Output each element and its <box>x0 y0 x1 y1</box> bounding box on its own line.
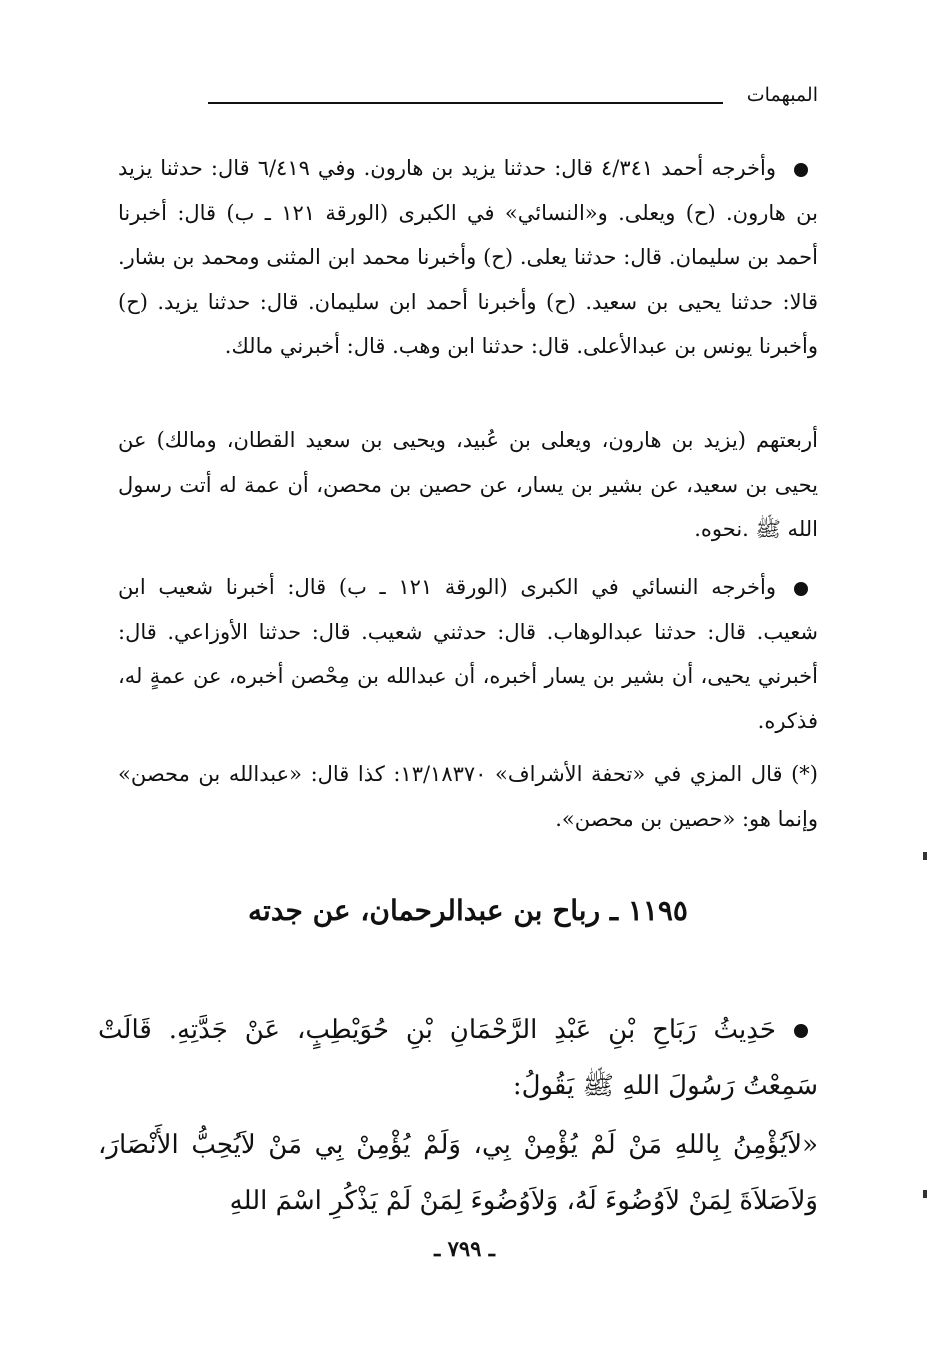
scan-edge-mark <box>923 1190 927 1198</box>
paragraph-note <box>118 752 818 841</box>
paragraph-text: وأخرجه أحمد ٤/٣٤١ قال: حدثنا يزيد بن هارون. وفي ٦/٤١٩ قال: حدثنا يزيد بن هارون. (ح) ويعلى. و«النسائي» في الكبرى (الورقة ١٢١ ـ ب) قال: أخبرنا أحمد بن سليمان. قال: حدثنا يعلى. (ح) وأخبرنا محمد ابن المثنى ومحمد بن بشار. قالا: حدثنا يحيى بن سعيد. (ح) وأخبرنا أحمد ابن سليمان. قال: حدثنا يزيد. (ح) وأخبرنا يونس بن عبدالأعلى. قال: حدثنا ابن وهب. قال: أخبرني مالك. <box>118 156 818 358</box>
paragraph-text: أربعتهم (يزيد بن هارون، ويعلى بن عُبيد، ويحيى بن سعيد القطان، ومالك) عن يحيى بن سعيد، عن بشير بن يسار، عن حصين بن محصن، أن عمة له أتت رسول الله ﷺ .نحوه. <box>118 428 818 541</box>
header-title: المبهمات <box>746 84 818 106</box>
scan-edge-mark <box>923 852 927 860</box>
page-number: ـ ٧٩٩ ـ <box>434 1236 495 1261</box>
paragraph-takhrij-ahmad <box>118 146 818 369</box>
bullet-icon <box>794 163 808 177</box>
bullet-icon <box>794 1024 808 1038</box>
hadith-intro-text: حَدِيثُ رَبَاحِ بْنِ عَبْدِ الرَّحْمَانِ بْنِ حُوَيْطِبٍ، عَنْ جَدَّتِهِ. قَالَتْ سَمِعْتُ رَسُولَ اللهِ ﷺ يَقُولُ: <box>98 1015 818 1101</box>
header-rule <box>208 102 723 104</box>
paragraph-takhrij-nasai <box>118 565 818 743</box>
bullet-icon <box>794 582 808 596</box>
running-header <box>118 84 818 114</box>
paragraph-arbaatuhum <box>118 418 818 552</box>
paragraph-text: وأخرجه النسائي في الكبرى (الورقة ١٢١ ـ ب) قال: أخبرنا شعيب ابن شعيب. قال: حدثنا عبدالوهاب. قال: حدثني شعيب. قال: حدثنا الأوزاعي. قال: أخبرني يحيى، أن بشير بن يسار أخبره، أن عبدالله بن مِحْصن أخبره، عن عمةٍ له، فذكره. <box>118 575 818 733</box>
hadith-text: «لاَيُؤْمِنُ بِاللهِ مَنْ لَمْ يُؤْمِنْ بِي، وَلَمْ يُؤْمِنْ بِي مَنْ لاَيُحِبُّ الأَنْصَارَ، وَلاَصَلاَةَ لِمَنْ لاَوُضُوءَ لَهُ، وَلاَوُضُوءَ لِمَنْ لَمْ يَذْكُرِ اسْمَ اللهِ <box>98 1130 818 1216</box>
section-heading: ١١٩٥ ـ رباح بن عبدالرحمان، عن جدته <box>248 894 688 927</box>
hadith-intro <box>98 1002 818 1114</box>
paragraph-text: (*) قال المزي في «تحفة الأشراف» ١٣/١٨٣٧٠: كذا قال: «عبدالله بن محصن» وإنما هو: «حصين بن محصن». <box>118 762 818 831</box>
